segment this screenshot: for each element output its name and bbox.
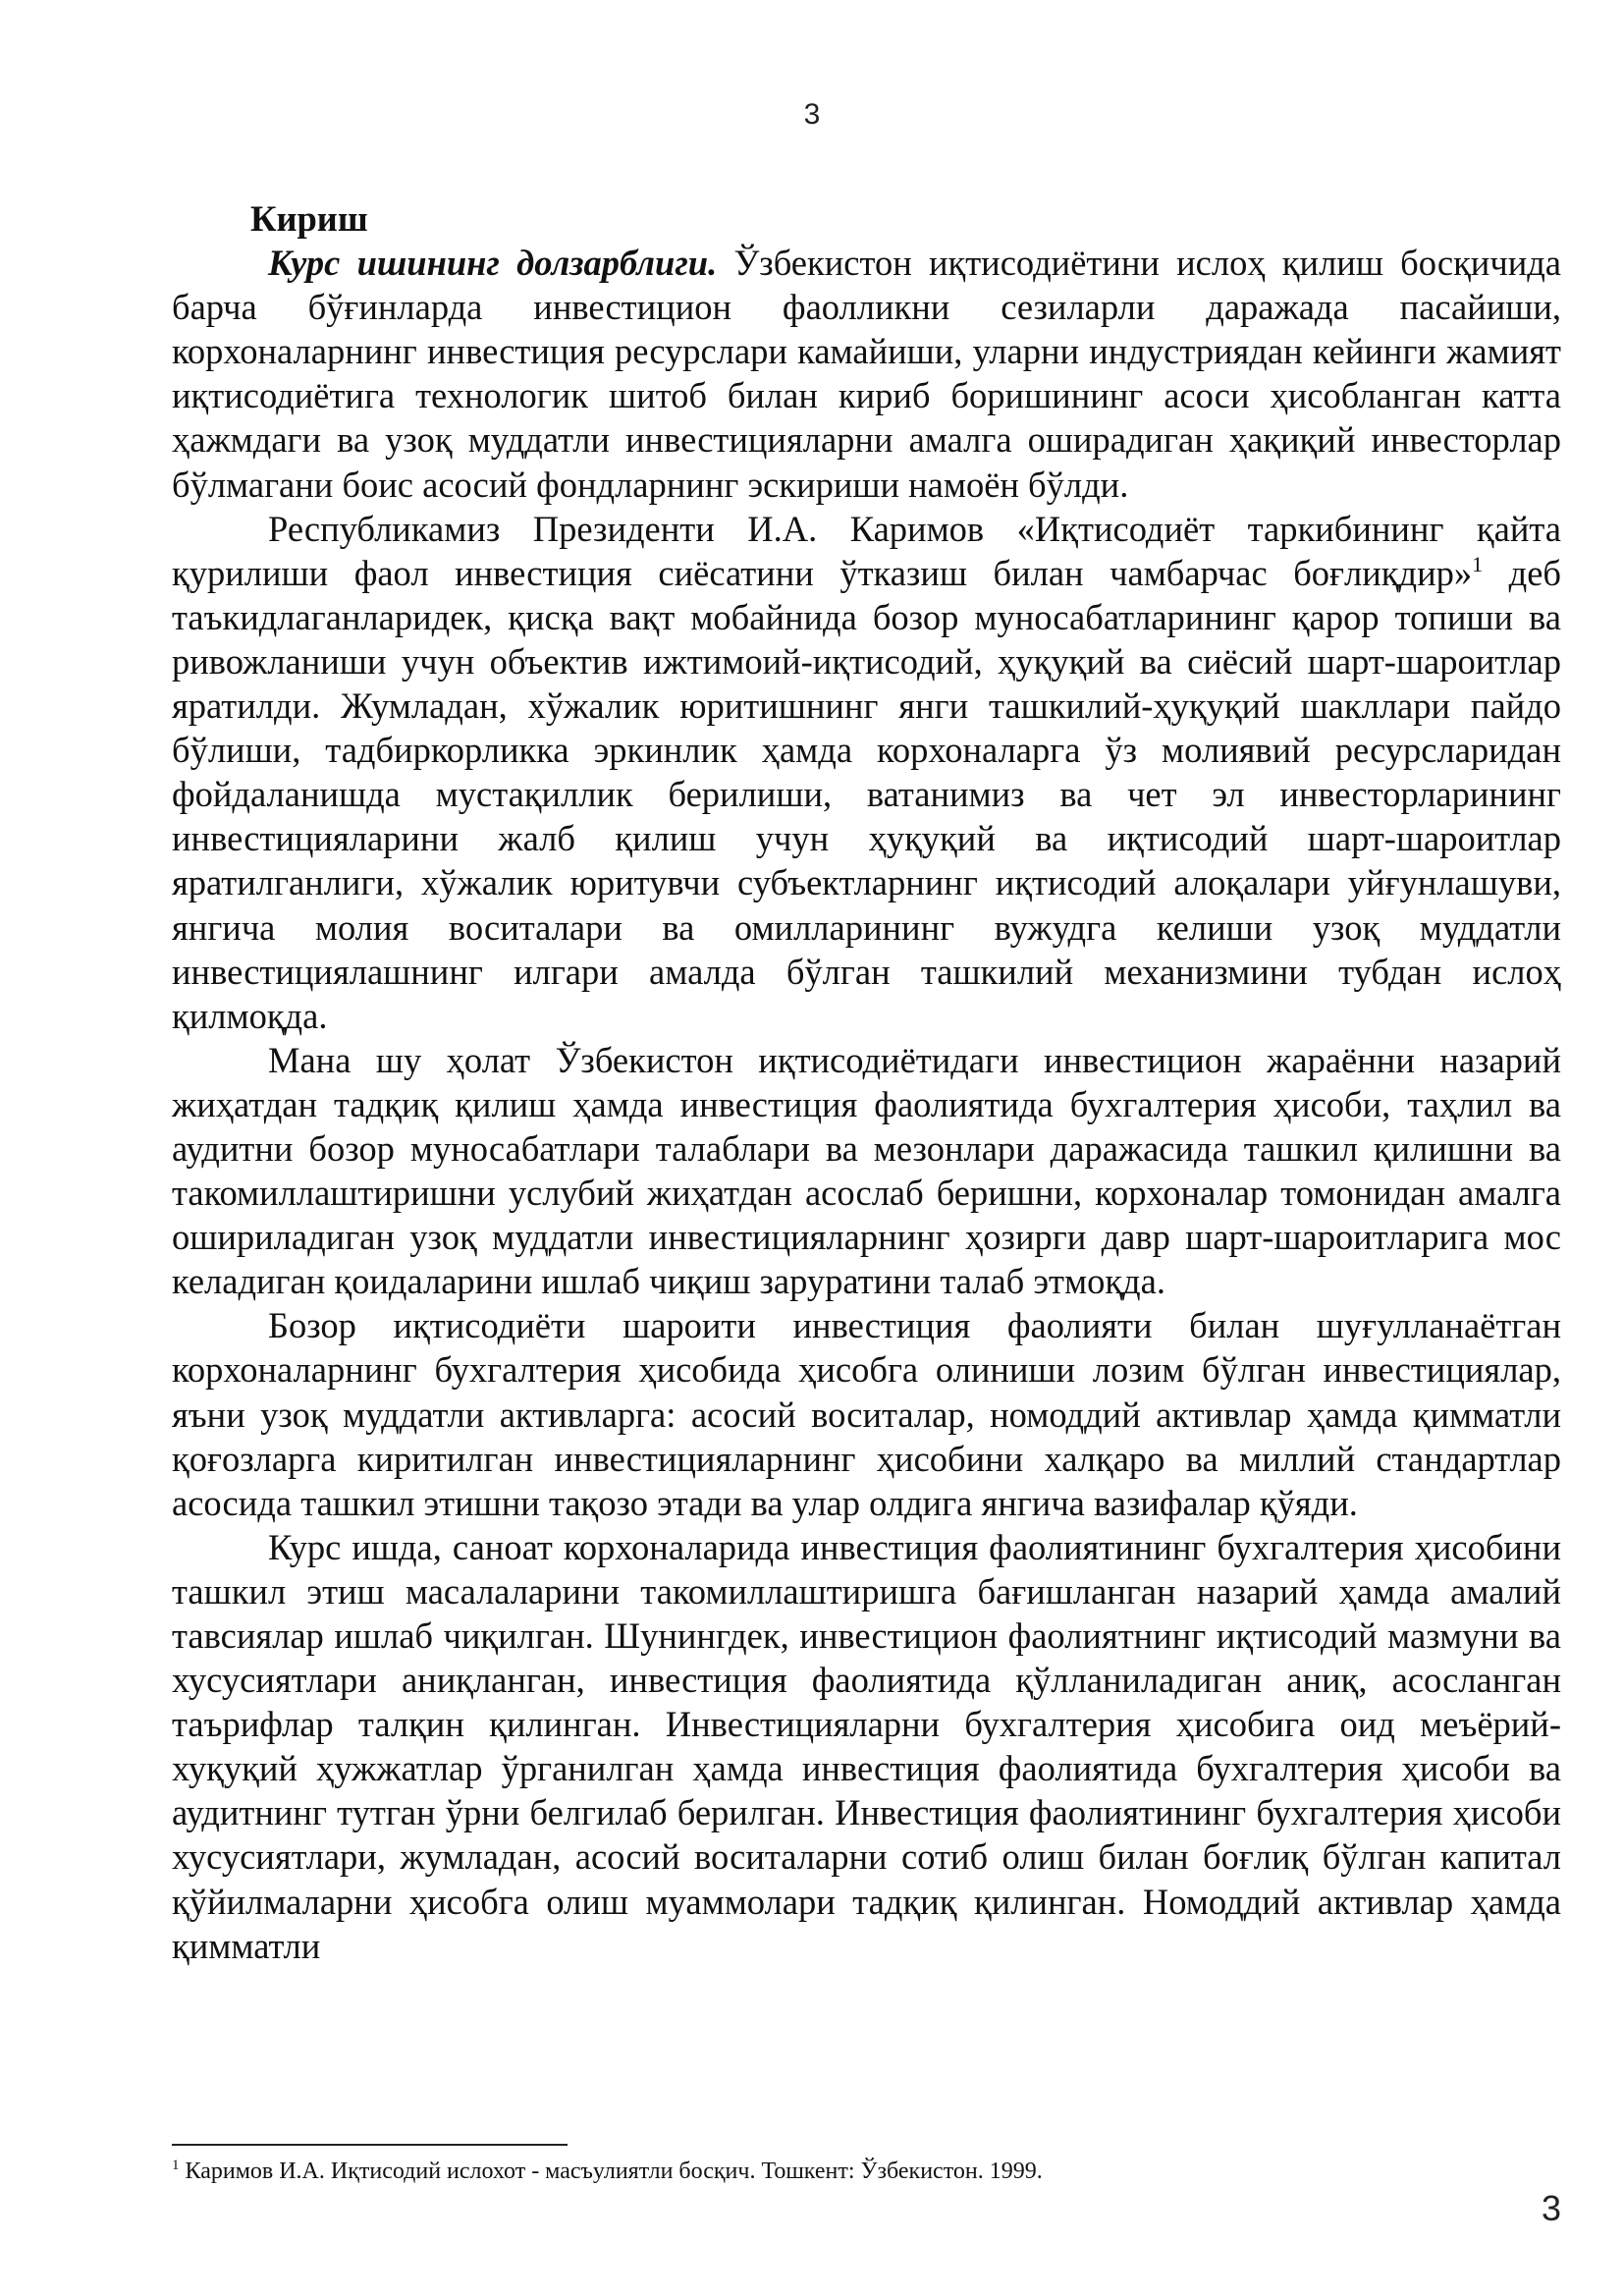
paragraph-lead: Курс ишининг долзарблиги. (268, 243, 718, 284)
footnote (172, 2157, 1561, 2186)
page-number-top: 3 (803, 98, 821, 131)
paragraph-market-economy: Бозор иқтисодиёти шароити инвестиция фаолияти билан шуғулланаётган корхоналарнинг бухгалтерия ҳисобида ҳисобга олиниши лозим бўлган инвестициялар, яъни узоқ муддатли активларга: асосий воситалар, номоддий активлар ҳамда қимматли қоғозларга киритилган инвестицияларнинг ҳисобини халқаро ва миллий стандартлар асосида ташкил этишни тақозо этади ва улар олдига янгича вазифалар қўяди. (172, 1305, 1561, 1523)
paragraph-text: Ўзбекистон иқтисодиётини ислоҳ қилиш босқичида барча бўғинларда инвестицион фаолликни сезиларли даражада пасайиши, корхоналарнинг инвестиция ресурслари камайиши, уларни индустриядан кейинги жамият иқтисодиётига технологик шитоб билан кириб боришининг асоси ҳисобланган катта ҳажмдаги ва узоқ муддатли инвестицияларни амалга оширадиган ҳақиқий инвесторлар бўлмагани боис асосий фондларнинг эскириши намоён бўлди. (172, 243, 1561, 505)
paragraph-relevance (172, 241, 1561, 507)
paragraph-course-work: Курс ишда, саноат корхоналарида инвестиция фаолиятининг бухгалтерия ҳисобини ташкил этиш масалаларини такомиллаштиришга бағишланган назарий ҳамда амалий тавсиялар ишлаб чиқилган. Шунингдек, инвестицион фаолиятнинг иқтисодий мазмуни ва хусусиятлари аниқланган, инвестиция фаолиятида қўлланиладиган аниқ, асосланган таърифлар талқин қилинган. Инвестицияларни бухгалтерия ҳисобига оид меъёрий-хуқуқий ҳужжатлар ўрганилган ҳамда инвестиция фаолиятида бухгалтерия ҳисоби ва аудитнинг тутган ўрни белгилаб берилган. Инвестиция фаолиятининг бухгалтерия ҳисоби хусусиятлари, жумладан, асосий воситаларни сотиб олиш билан боғлиқ бўлган капитал қўйилмаларни ҳисобга олиш муаммолари тадқиқ қилинган. Номоддий активлар ҳамда қимматли (172, 1526, 1561, 1966)
paragraph-text: Республикамиз Президенти И.А. Каримов «Иқтисодиёт таркибининг қайта қурилиши фаол инвестиция сиёсатини ўтказиш билан чамбарчас боғлиқдир» (172, 508, 1561, 593)
section-heading: Кириш (250, 198, 368, 239)
footnote-text: Каримов И.А. Иқтисодий ислохот - масъулиятли босқич. Тошкент: Ўзбекистон. 1999. (179, 2159, 1043, 2184)
paragraph-situation: Мана шу ҳолат Ўзбекистон иқтисодиётидаги инвестицион жараённи назарий жиҳатдан тадқиқ қилиш ҳамда инвестиция фаолиятида бухгалтерия ҳисоби, таҳлил ва аудитни бозор муносабатлари талаблари ва мезонлари даражасида ташкил қилишни ва такомиллаштиришни услубий жиҳатдан асослаб беришни, корхоналар томонидан амалга ошириладиган узоқ муддатли инвестицияларнинг ҳозирги давр шарт-шароитларига мос келадиган қоидаларини ишлаб чиқиш заруратини талаб этмоқда. (172, 1039, 1561, 1302)
document-body (172, 196, 1561, 1968)
footnote-separator (172, 2144, 568, 2146)
footnote-number: 1 (172, 2158, 180, 2173)
paragraph-text: деб таъкидлаганларидек, қисқа вақт мобайнида бозор муносабатларининг қарор топиши ва ривожланиши учун объектив ижтимоий-иқтисодий, ҳуқуқий ва сиёсий шарт-шароитлар яратилди. Жумладан, хўжалик юритишнинг янги ташкилий-ҳуқуқий шакллари пайдо бўлиши, тадбиркорликка эркинлик ҳамда корхоналарга ўз молиявий ресурсларидан фойдаланишда мустақиллик берилиши, ватанимиз ва чет эл инвесторларининг инвестицияларини жалб қилиш учун ҳуқуқий ва иқтисодий шарт-шароитлар яратилганлиги, хўжалик юритувчи субъектларнинг иқтисодий алоқалари уйғунлашуви, янгича молия воситалари ва омилларининг вужудга келиши узоқ муддатли инвестициялашнинг илгари амалда бўлган ташкилий механизмини тубдан ислоҳ қилмоқда. (172, 552, 1562, 1036)
paragraph-president-quote (172, 507, 1561, 1038)
page-number-bottom: 3 (1541, 2188, 1561, 2228)
footnote-reference[interactable]: 1 (1472, 551, 1484, 576)
